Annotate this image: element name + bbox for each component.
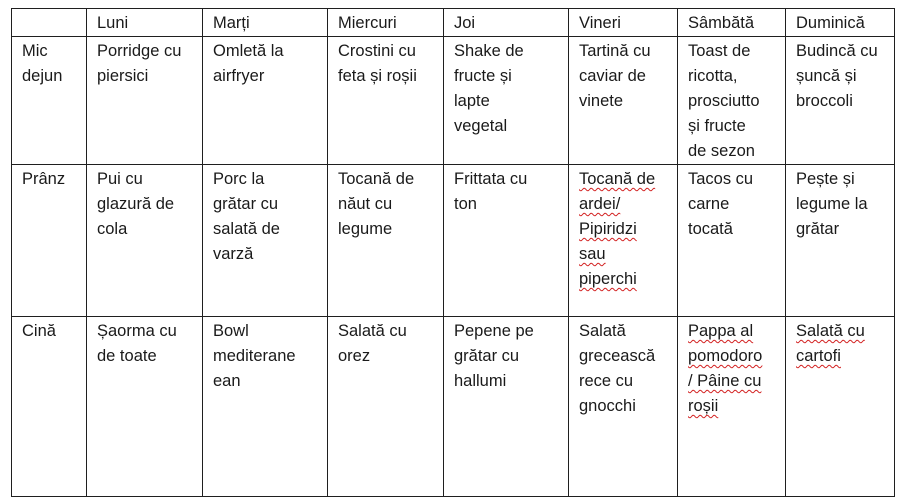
meal-line <box>688 344 779 369</box>
row-label-dinner <box>12 317 87 497</box>
meal-cell-breakfast-friday <box>569 37 678 165</box>
header-day-wednesday: Miercuri <box>328 9 444 37</box>
row-label-lunch <box>12 165 87 317</box>
meal-line: mediterane <box>213 347 296 365</box>
meal-line: cola <box>97 220 128 238</box>
meal-line: gnocchi <box>579 397 636 415</box>
meal-line: vegetal <box>454 117 508 135</box>
meal-line: feta și roșii <box>338 67 417 85</box>
meal-cell-lunch-friday <box>569 165 678 317</box>
meal-line: legume <box>338 220 393 238</box>
meal-cell-dinner-tuesday <box>203 317 328 497</box>
header-day-sunday: Duminică <box>786 9 895 37</box>
meal-line: lapte <box>454 92 490 110</box>
meal-line: ricotta, <box>688 67 738 85</box>
meal-line <box>688 369 779 394</box>
meal-line: Crostini cu <box>338 42 416 60</box>
meal-line: și fructe <box>688 117 746 135</box>
header-day-monday: Luni <box>87 9 203 37</box>
header-row <box>12 9 895 37</box>
meal-line: de toate <box>97 347 157 365</box>
meal-line <box>579 267 671 292</box>
dinner-row <box>12 317 895 497</box>
spellcheck-underline: pomodoro <box>688 347 763 365</box>
meal-line: caviar de <box>579 67 646 85</box>
meal-cell-breakfast-thursday <box>444 37 569 165</box>
meal-line <box>796 319 888 344</box>
meal-line: tocată <box>688 220 733 238</box>
meal-line: broccoli <box>796 92 853 110</box>
meal-line <box>796 344 888 369</box>
meal-line: grătar cu <box>213 195 279 213</box>
meal-line: orez <box>338 347 371 365</box>
header-day-saturday: Sâmbătă <box>678 9 786 37</box>
spellcheck-underline: / Pâine cu <box>688 372 762 390</box>
spellcheck-underline: ardei/ <box>579 195 621 213</box>
row-label-line: Mic <box>22 42 48 60</box>
meal-line: Tartină cu <box>579 42 651 60</box>
meal-line: Salată <box>579 322 626 340</box>
meal-line: varză <box>213 245 254 263</box>
meal-line: Omletă la <box>213 42 284 60</box>
meal-cell-dinner-friday <box>569 317 678 497</box>
meal-line: salată de <box>213 220 280 238</box>
meal-line: șuncă și <box>796 67 857 85</box>
meal-line: Tocană de <box>338 170 415 188</box>
header-day-friday: Vineri <box>569 9 678 37</box>
meal-cell-lunch-tuesday <box>203 165 328 317</box>
meal-line: Bowl <box>213 322 249 340</box>
spellcheck-underline: cartofi <box>796 347 841 365</box>
meal-cell-dinner-thursday <box>444 317 569 497</box>
meal-line: Pepene pe <box>454 322 534 340</box>
spellcheck-underline: sau <box>579 245 606 263</box>
meal-line: airfryer <box>213 67 265 85</box>
meal-line: rece cu <box>579 372 634 390</box>
meal-cell-breakfast-sunday <box>786 37 895 165</box>
header-day-thursday: Joi <box>444 9 569 37</box>
meal-line: hallumi <box>454 372 507 390</box>
lunch-row <box>12 165 895 317</box>
meal-line: carne <box>688 195 730 213</box>
row-label-line: dejun <box>22 67 63 85</box>
meal-line <box>579 167 671 192</box>
meal-line: Tacos cu <box>688 170 754 188</box>
meal-line <box>579 242 671 267</box>
meal-line: grătar <box>796 220 840 238</box>
meal-cell-lunch-wednesday <box>328 165 444 317</box>
meal-cell-dinner-wednesday <box>328 317 444 497</box>
spellcheck-underline: roșii <box>688 397 719 415</box>
meal-line: năut cu <box>338 195 393 213</box>
meal-cell-dinner-saturday <box>678 317 786 497</box>
meal-cell-dinner-sunday <box>786 317 895 497</box>
meal-plan-table <box>11 8 895 497</box>
breakfast-row <box>12 37 895 165</box>
meal-cell-lunch-thursday <box>444 165 569 317</box>
meal-line: fructe și <box>454 67 512 85</box>
meal-line: Toast de <box>688 42 751 60</box>
meal-cell-dinner-monday <box>87 317 203 497</box>
meal-cell-breakfast-monday <box>87 37 203 165</box>
meal-line: Salată cu <box>338 322 407 340</box>
meal-line <box>688 319 779 344</box>
meal-line: Pește și <box>796 170 855 188</box>
meal-cell-breakfast-tuesday <box>203 37 328 165</box>
meal-line: Pui cu <box>97 170 143 188</box>
spellcheck-underline: Pappa al <box>688 322 754 340</box>
header-corner-cell <box>12 9 87 37</box>
row-label-line: Prânz <box>22 170 66 188</box>
meal-line: Porridge cu <box>97 42 182 60</box>
meal-line: vinete <box>579 92 624 110</box>
spellcheck-underline: Pipiridzi <box>579 220 637 238</box>
meal-line: ton <box>454 195 477 213</box>
meal-line: ean <box>213 372 241 390</box>
meal-line <box>688 394 779 419</box>
meal-line: de sezon <box>688 142 755 160</box>
meal-line: grătar cu <box>454 347 520 365</box>
spellcheck-underline: Tocană de <box>579 170 656 188</box>
meal-line: piersici <box>97 67 149 85</box>
meal-line: grecească <box>579 347 656 365</box>
meal-cell-breakfast-saturday <box>678 37 786 165</box>
row-label-line: Cină <box>22 322 56 340</box>
meal-cell-lunch-saturday <box>678 165 786 317</box>
spellcheck-underline: Salată cu <box>796 322 865 340</box>
meal-line: legume la <box>796 195 868 213</box>
meal-line <box>579 192 671 217</box>
spellcheck-underline: piperchi <box>579 270 637 288</box>
meal-cell-lunch-monday <box>87 165 203 317</box>
meal-cell-lunch-sunday <box>786 165 895 317</box>
meal-line: Shake de <box>454 42 524 60</box>
meal-line: prosciutto <box>688 92 760 110</box>
meal-line: Șaorma cu <box>97 322 177 340</box>
meal-line <box>579 217 671 242</box>
meal-line: Budincă cu <box>796 42 878 60</box>
header-day-tuesday: Marți <box>203 9 328 37</box>
meal-cell-breakfast-wednesday <box>328 37 444 165</box>
meal-line: glazură de <box>97 195 175 213</box>
meal-line: Porc la <box>213 170 265 188</box>
meal-line: Frittata cu <box>454 170 528 188</box>
row-label-breakfast <box>12 37 87 165</box>
